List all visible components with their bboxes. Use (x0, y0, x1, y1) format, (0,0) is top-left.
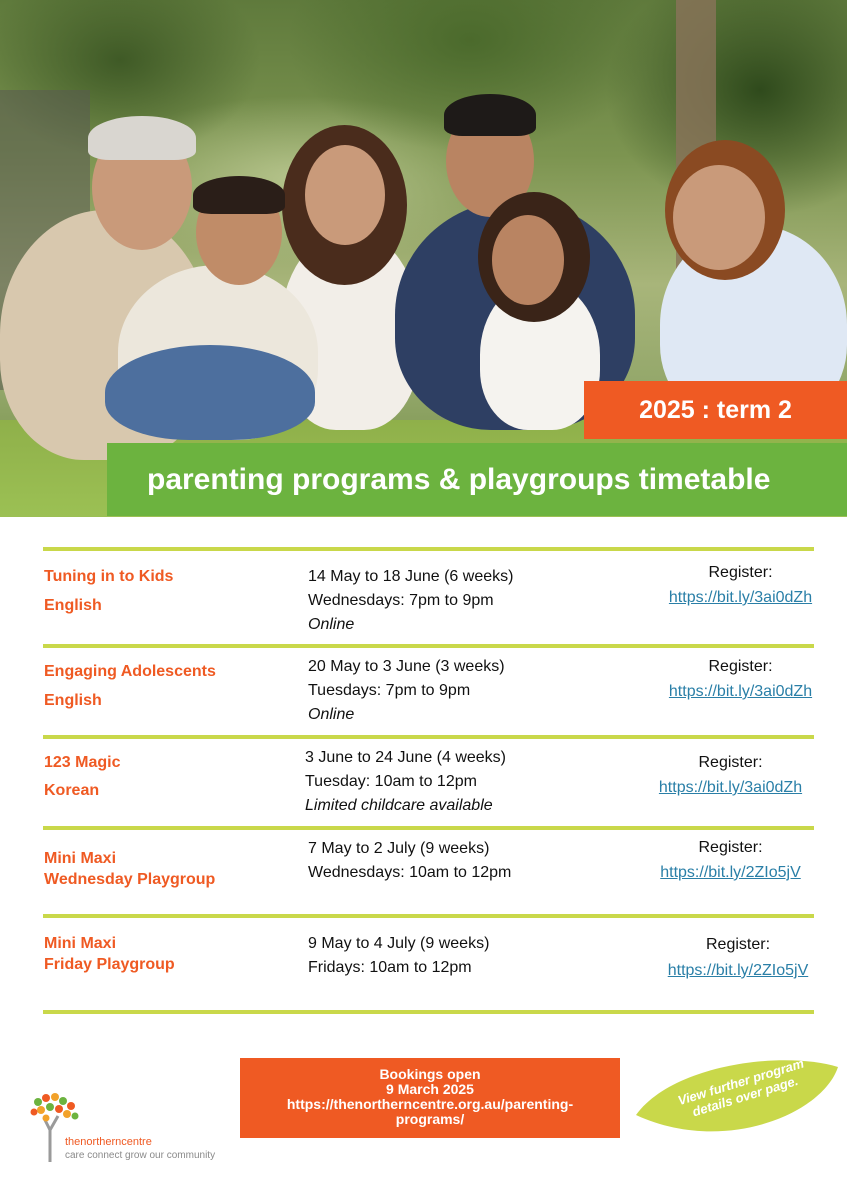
row-divider (43, 1010, 814, 1014)
program-schedule: 9 May to 4 July (9 weeks) Fridays: 10am to 12pm (308, 935, 490, 976)
register-label: Register: (698, 839, 763, 856)
bookings-date: 9 March 2025 (386, 1081, 474, 1097)
register-block (648, 750, 813, 800)
register-link[interactable]: https://bit.ly/3ai0dZh (668, 589, 813, 606)
register-block (648, 932, 828, 984)
register-block (648, 560, 833, 610)
register-label: Register: (705, 936, 771, 953)
row-divider (43, 644, 814, 648)
row-divider (43, 547, 814, 551)
program-name: Tuning in to Kids English (44, 568, 174, 614)
grandfather-hair (88, 116, 196, 160)
program-name: Mini Maxi Wednesday Playgroup (44, 850, 216, 888)
register-block (648, 654, 833, 704)
bookings-open-label: Bookings open (379, 1066, 481, 1082)
girl-head (492, 215, 564, 305)
row-divider (43, 914, 814, 918)
register-label: Register: (708, 658, 773, 675)
register-label: Register: (708, 564, 773, 581)
row-divider (43, 826, 814, 830)
bookings-box (240, 1058, 620, 1138)
hero-photo (0, 0, 847, 517)
register-link[interactable]: https://bit.ly/2ZIo5jV (660, 864, 801, 881)
register-link[interactable]: https://bit.ly/3ai0dZh (658, 779, 803, 796)
register-block (648, 835, 813, 885)
register-link[interactable]: https://bit.ly/2ZIo5jV (667, 962, 809, 979)
logo-name: thenortherncentre (65, 1136, 152, 1148)
program-schedule: 3 June to 24 June (4 weeks) Tuesday: 10am to 12pm Limited childcare available (305, 749, 507, 814)
row-divider (43, 735, 814, 739)
boy-hair (193, 176, 285, 214)
program-schedule: 14 May to 18 June (6 weeks) Wednesdays: 7pm to 9pm Online (308, 568, 514, 633)
program-name: Engaging Adolescents English (44, 663, 216, 709)
boy-jeans (105, 345, 315, 440)
grandmother-head (673, 165, 765, 270)
term-label: 2025 : term 2 (639, 396, 792, 424)
bookings-url-cont[interactable]: programs/ (395, 1111, 465, 1127)
register-link[interactable]: https://bit.ly/3ai0dZh (668, 683, 813, 700)
program-name: 123 Magic Korean (44, 754, 121, 799)
register-label: Register: (698, 754, 763, 771)
program-schedule: 20 May to 3 June (3 weeks) Tuesdays: 7pm to 9pm Online (308, 658, 505, 723)
bookings-url[interactable]: https://thenortherncentre.org.au/parenting- (286, 1096, 574, 1112)
page-title: parenting programs & playgroups timetable (147, 463, 771, 496)
father-hair (444, 94, 536, 136)
title-banner (107, 443, 847, 516)
logo-tagline: care connect grow our community (65, 1150, 216, 1161)
term-banner (584, 381, 847, 439)
program-schedule: 7 May to 2 July (9 weeks) Wednesdays: 10am to 12pm (308, 840, 512, 881)
program-name: Mini Maxi Friday Playgroup (44, 935, 175, 973)
mother-head (305, 145, 385, 245)
leaf-note: View further program details over page. (675, 1055, 806, 1120)
